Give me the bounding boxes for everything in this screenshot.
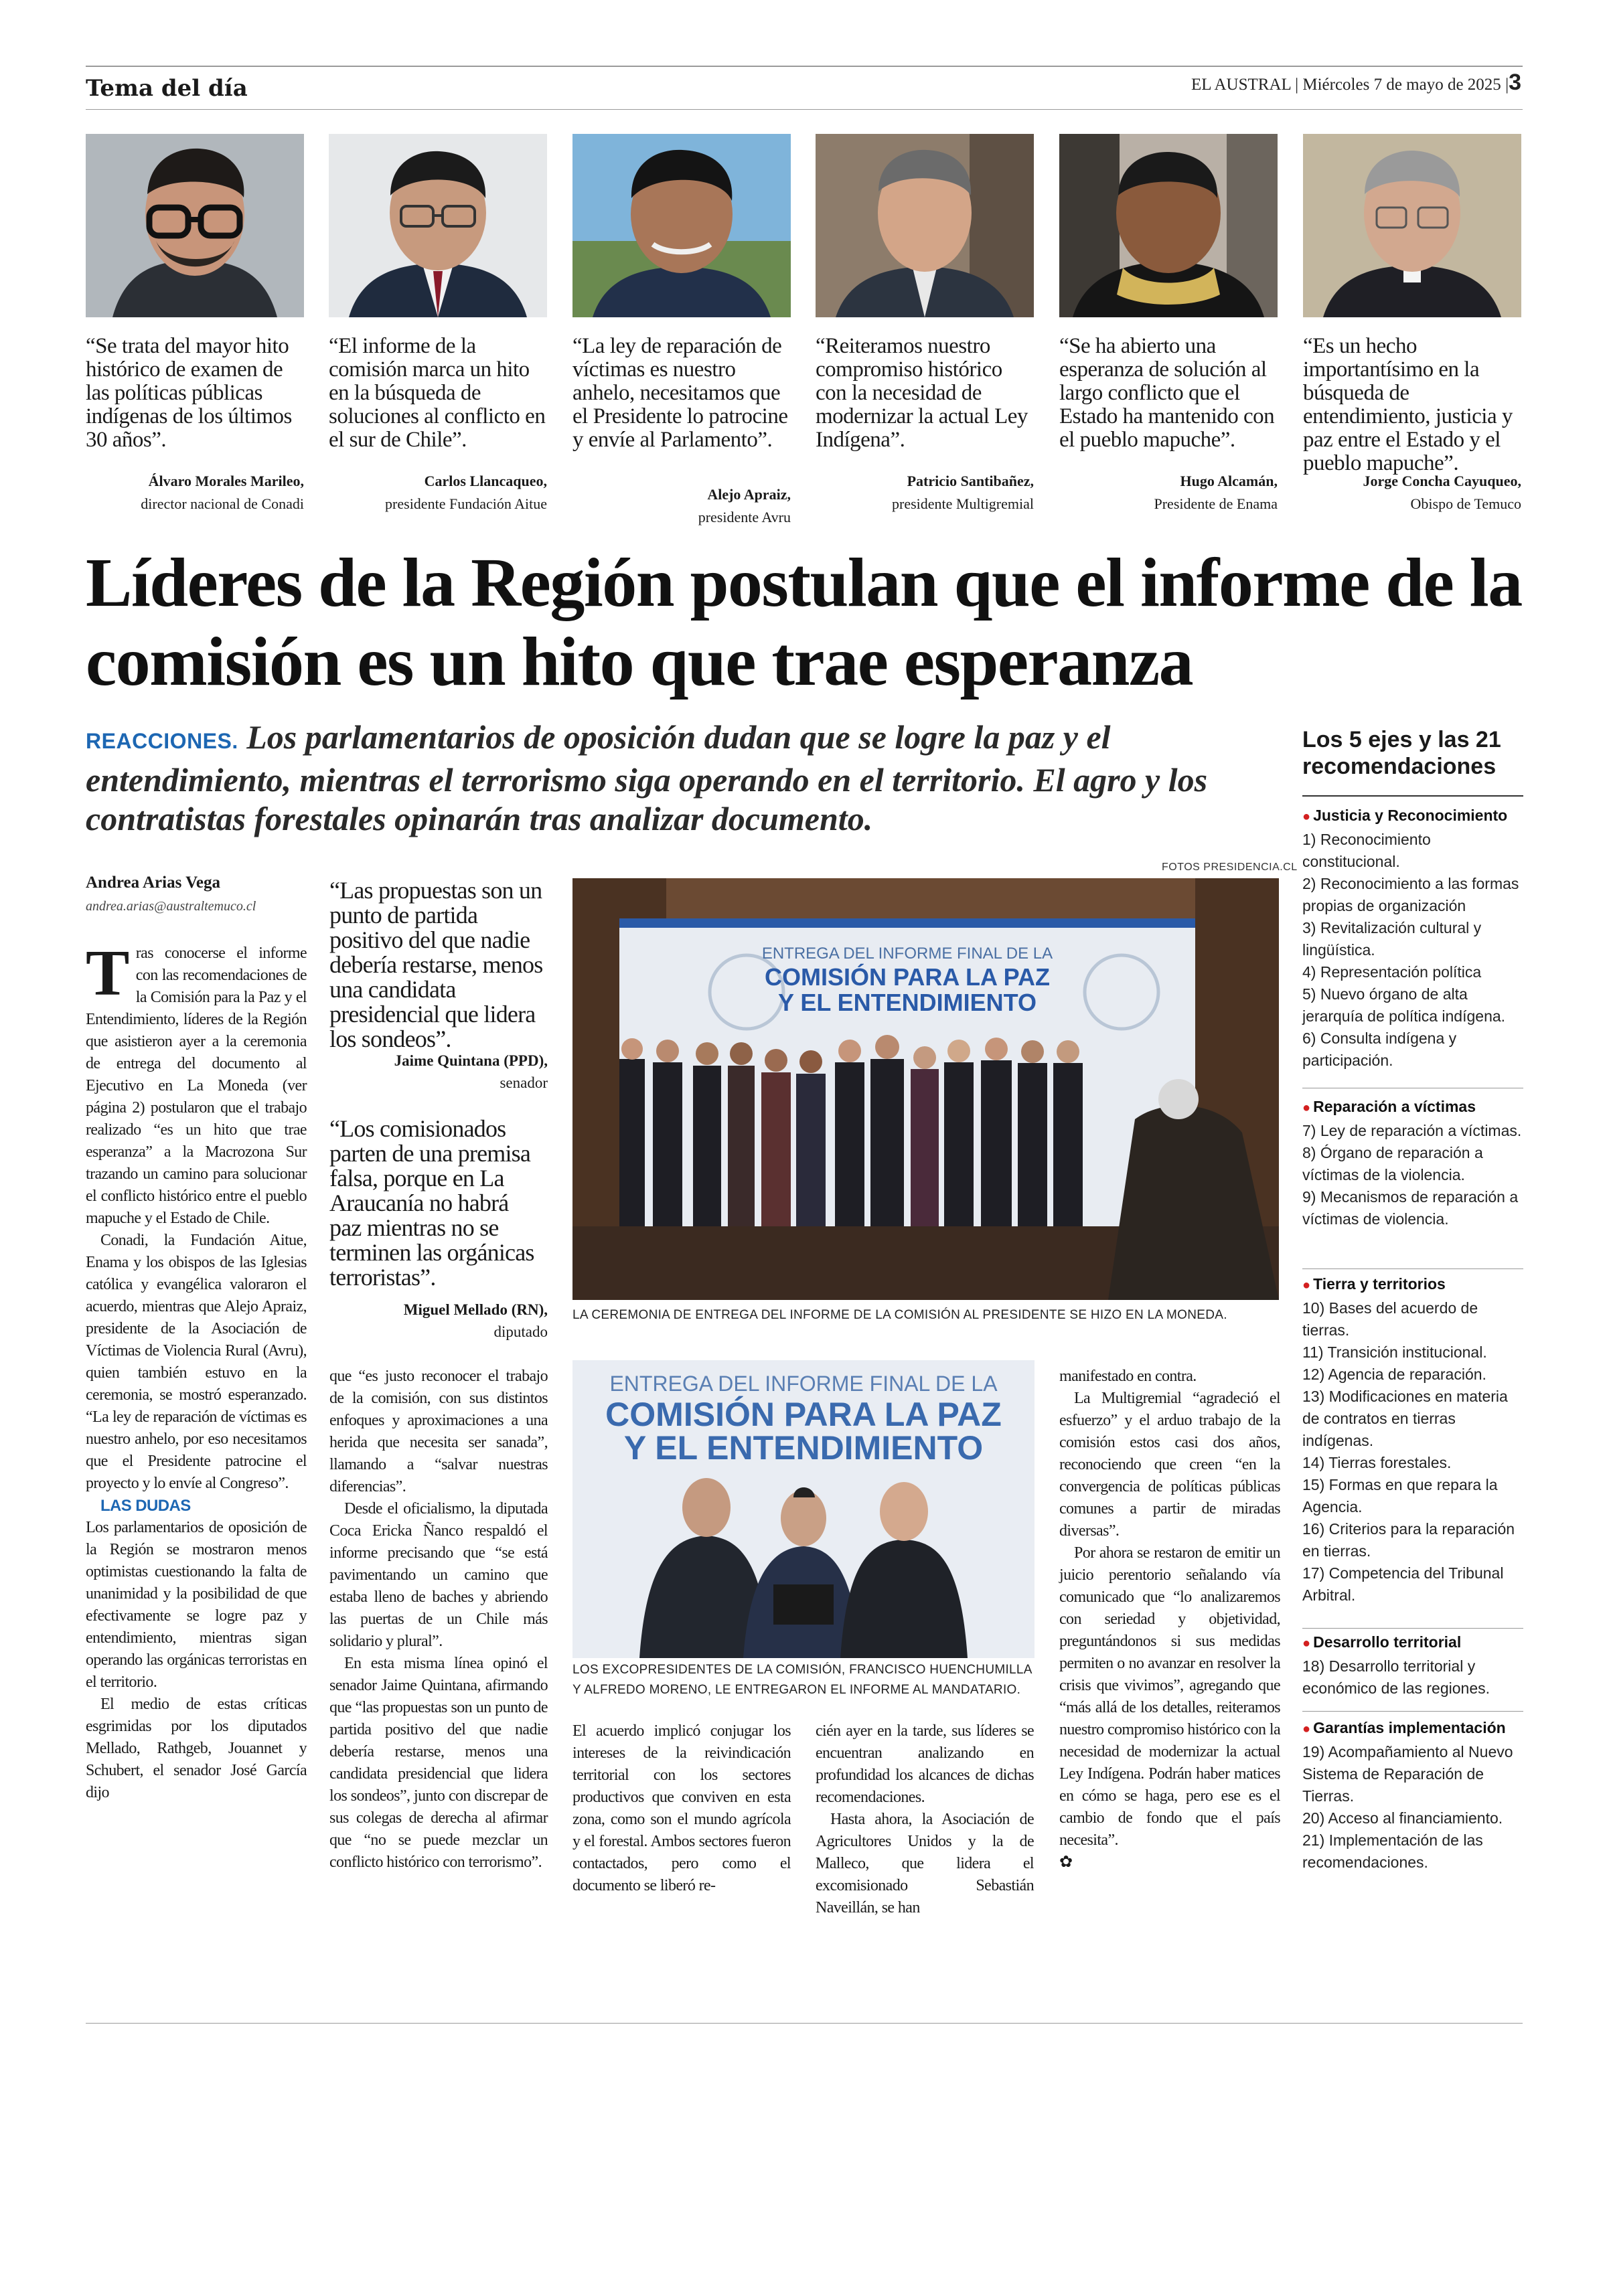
sidebar-title: Los 5 ejes y las 21 recomendaciones bbox=[1302, 727, 1501, 779]
pull-quote-attribution: Jaime Quintana (PPD), senador bbox=[394, 1052, 548, 1091]
main-photo bbox=[572, 878, 1279, 1300]
quote-attribution: Hugo Alcamán, Presidente de Enama bbox=[1154, 473, 1278, 512]
svg-text:ENTREGA DEL INFORME FINAL DE L: ENTREGA DEL INFORME FINAL DE LA bbox=[761, 945, 1053, 963]
article-column-2: que “es justo reconocer el trabajo de la comisión, con sus distintos enfoques y aproximaciones a una herida que necesita ser sanada”, llamando a “salvar nuestras diferencias”. Desde el oficialismo, la diputada Coca Ericka Ñanco respaldó el informe precisando que “se está pavimentando un camino que estaba lleno de baches y abriendo las puertas de un Chile más solidario y plural”. En esta misma línea opinó el senador Jaime Quintana, afirmando que “las propuestas son un punto de partida positivo del que nadie debería restarse, menos una candidata presidencial que lidera los sondeos”, junto con discrepar de sus colegas de derecha al afirmar que “no se puede mezclar un conflicto histórico con terrorismo”. bbox=[329, 1368, 548, 1871]
pull-quote-attribution: Miguel Mellado (RN), diputado bbox=[403, 1301, 548, 1340]
sidebar-category: ● Justicia y Reconocimiento bbox=[1302, 807, 1508, 824]
sidebar-list: 19) Acompañamiento al Nuevo Sistema de Reparación de Tierras. 20) Acceso al financiamiento. 21) Implementación de las recomendaciones. bbox=[1302, 1743, 1513, 1871]
top-rule bbox=[86, 66, 1523, 67]
deck-text: Los parlamentarios de oposición dudan que se logre la paz y el entendimiento, mientras el terrorismo siga operando en el territorio. El agro y los contratistas forestales opinarán tras analizar documento. bbox=[86, 718, 1208, 837]
svg-text:ENTREGA DEL INFORME FINAL DE L: ENTREGA DEL INFORME FINAL DE LA bbox=[609, 1372, 998, 1396]
subhead-dudas: LAS DUDAS bbox=[100, 1497, 191, 1515]
sidebar-list: 18) Desarrollo territorial y económico de las regiones. bbox=[1302, 1657, 1490, 1697]
second-photo-caption: LOS EXCOPRESIDENTES DE LA COMISIÓN, FRANCISCO HUENCHUMILLA Y ALFREDO MORENO, LE ENTREGARON EL INFORME AL MANDATARIO. bbox=[572, 1663, 1032, 1697]
deck bbox=[86, 718, 1237, 838]
bullet-icon: ● bbox=[1302, 1722, 1311, 1736]
quote-attribution: Patricio Santibañez, presidente Multigremial bbox=[892, 473, 1034, 512]
sidebar-category: ● Garantías implementación bbox=[1302, 1719, 1506, 1736]
portrait-morales bbox=[86, 134, 304, 317]
folio: EL AUSTRAL | Miércoles 7 de mayo de 2025 |3 bbox=[1191, 70, 1521, 95]
quote-text: “Se trata del mayor hito histórico de examen de las políticas públicas indígenas de los últimos 30 años”. bbox=[86, 334, 292, 452]
header-underline bbox=[86, 109, 1523, 110]
article-column-5: manifestado en contra. La Multigremial “agradeció el esfuerzo” y el arduo trabajo de la comisión estos casi dos años, reconociendo que creen “en la convergencia de políticas públicas comunes a partir de miradas diversas”. Por ahora se restaron de emitir un juicio perentorio señalando vía comunicado que “lo analizaremos con seriedad y objetividad, preguntándonos si sus medidas permiten o no avanzar en resolver la crisis que vivimos”, agregando que “más allá de los detalles, reiteramos nuestro compromiso histórico con la necesidad de modernizar la actual Ley Indígena. Podrán haber matices en cómo se haga, pero ese es el cambio de fondo que el país necesita”. ✿ bbox=[1059, 1368, 1280, 1871]
portrait-llancaqueo bbox=[329, 134, 547, 317]
bottom-rule bbox=[86, 2023, 1523, 2024]
second-photo bbox=[572, 1360, 1035, 1658]
photo-credit: FOTOS PRESIDENCIA.CL bbox=[1162, 862, 1298, 873]
bullet-icon: ● bbox=[1302, 1636, 1311, 1651]
bullet-icon: ● bbox=[1302, 809, 1311, 824]
quote-text: “Reiteramos nuestro compromiso histórico con la necesidad de modernizar la actual Ley Indígena”. bbox=[816, 334, 1028, 452]
sidebar-list: 1) Reconocimiento constitucional. 2) Reconocimiento a las formas propias de organización 3) Revitalización cultural y lingüística. 4) Representación política 5) Nuevo órgano de alta jerarquía de política indígena. 6) Consulta indígena y participación. bbox=[1302, 831, 1519, 1069]
quote-text: “El informe de la comisión marca un hito en la búsqueda de soluciones al conflicto en el sur de Chile”. bbox=[329, 334, 546, 452]
quote-attribution: Alejo Apraiz, presidente Avru bbox=[698, 486, 791, 525]
headline: Líderes de la Región postulan que el informe de la comisión es un hito que trae esperanza bbox=[86, 544, 1522, 700]
newspaper-name: EL AUSTRAL bbox=[1191, 76, 1291, 94]
quote-text: “Se ha abierto una esperanza de solución al largo conflicto que el Estado ha mantenido con el pueblo mapuche”. bbox=[1059, 334, 1275, 452]
page-number: 3 bbox=[1509, 70, 1521, 95]
sidebar-divider bbox=[1302, 1268, 1523, 1269]
sidebar-list: 10) Bases del acuerdo de tierras. 11) Transición institucional. 12) Agencia de reparación. 13) Modificaciones en materia de contratos en tierras indígenas. 14) Tierras forestales. 15) Formas en que repara la Agencia. 16) Criterios para la reparación en tierras. 17) Competencia del Tribunal Arbitral. bbox=[1302, 1299, 1515, 1604]
svg-text:Y EL ENTENDIMIENTO: Y EL ENTENDIMIENTO bbox=[623, 1429, 984, 1467]
sidebar-divider bbox=[1302, 1628, 1523, 1629]
quote-text: “Es un hecho importantísimo en la búsqueda de entendimiento, justicia y paz entre el Estado y el pueblo mapuche”. bbox=[1303, 334, 1513, 475]
article-column-3: El acuerdo implicó conjugar los intereses de la reivindicación territorial con los sectores productivos que conviven en esta zona, como son el mundo agrícola y el forestal. Ambos sectores fueron contactados, pero como el documento se liberó re- bbox=[572, 1722, 791, 1894]
sidebar-category: ● Tierra y territorios bbox=[1302, 1275, 1446, 1293]
sidebar-category: ● Desarrollo territorial bbox=[1302, 1633, 1462, 1651]
sidebar-divider bbox=[1302, 1711, 1523, 1712]
end-mark-icon: ✿ bbox=[1059, 1854, 1073, 1871]
quote-text: “La ley de reparación de víctimas es nuestro anhelo, necesitamos que el Presidente lo patrocine y envíe al Parlamento”. bbox=[572, 334, 788, 452]
portrait-alcaman bbox=[1059, 134, 1278, 317]
issue-date: Miércoles 7 de mayo de 2025 bbox=[1302, 76, 1501, 94]
article-column-1: Tras conocerse el informe con las recomendaciones de la Comisión para la Paz y el Entendimiento, líderes de la Región que asistieron ayer a la ceremonia de entrega del documento al Ejecutivo en La Moneda (ver página 2) postularon que el trabajo realizado “es un hito que trae esperanza” a la Macrozona Sur trazando un camino para solucionar el conflicto histórico entre el pueblo mapuche y el Estado de Chile. Conadi, la Fundación Aitue, Enama y los obispos de las Iglesias católica y evangélica valoraron el acuerdo, mientras que Alejo Apraiz, presidente de la Asociación de Víctimas de Violencia Rural (Avru), quien también estuvo en la ceremonia, se mostró esperanzado. “La ley de reparación de víctimas es nuestro anhelo, por eso necesitamos que el Presidente patrocine el proyecto y lo envíe al Congreso”. LAS DUDAS Los parlamentarios de oposición de la Región se mostraron menos optimistas cuestionando la falta de unanimidad y la posibilidad de que efectivamente se logre paz y entendimiento, mientras sigan operando las orgánicas terroristas en el territorio. El medio de estas críticas esgrimidas por los diputados Mellado, Rathgeb, Jouannet y Schubert, el senador José García dijo bbox=[86, 937, 307, 1801]
dropcap: T bbox=[86, 937, 129, 1009]
portrait-santibanez bbox=[816, 134, 1034, 317]
sidebar-category: ● Reparación a víctimas bbox=[1302, 1098, 1476, 1115]
byline-email[interactable]: andrea.arias@australtemuco.cl bbox=[86, 899, 256, 914]
quote-attribution: Carlos Llancaqueo, presidente Fundación Aitue bbox=[385, 473, 547, 512]
bullet-icon: ● bbox=[1302, 1100, 1311, 1115]
pull-quote: “Las propuestas son un punto de partida positivo del que nadie debería restarse, menos una candidata presidencial que lidera los sondeos”. bbox=[329, 877, 543, 1052]
deck-kicker: REACCIONES. bbox=[86, 729, 238, 753]
quote-attribution: Álvaro Morales Marileo, director nacional de Conadi bbox=[141, 473, 304, 512]
svg-text:Y EL ENTENDIMIENTO: Y EL ENTENDIMIENTO bbox=[777, 989, 1037, 1016]
main-photo-caption: LA CEREMONIA DE ENTREGA DEL INFORME DE LA COMISIÓN AL PRESIDENTE SE HIZO EN LA MONEDA. bbox=[572, 1308, 1227, 1322]
portrait-apraiz bbox=[572, 134, 791, 317]
byline-author: Andrea Arias Vega bbox=[86, 874, 220, 892]
svg-text:COMISIÓN PARA LA PAZ: COMISIÓN PARA LA PAZ bbox=[605, 1396, 1002, 1433]
section-label: Tema del día bbox=[86, 75, 248, 102]
bullet-icon: ● bbox=[1302, 1278, 1311, 1293]
article-column-4: cién ayer en la tarde, sus líderes se encuentran analizando en profundidad los alcances de dichas recomendaciones. Hasta ahora, la Asociación de Agricultores Unidos y la de Malleco, que lidera el excomisionado Sebastián Naveillán, se han bbox=[816, 1722, 1034, 1916]
pull-quote: “Los comisionados parten de una premisa falsa, porque en La Araucanía no habrá paz mientras no se terminen las orgánicas terroristas”. bbox=[329, 1115, 534, 1291]
svg-text:COMISIÓN PARA LA PAZ: COMISIÓN PARA LA PAZ bbox=[765, 963, 1050, 991]
portrait-concha bbox=[1303, 134, 1521, 317]
sidebar-rule bbox=[1302, 795, 1523, 797]
sidebar-list: 7) Ley de reparación a víctimas. 8) Órgano de reparación a víctimas de la violencia. 9) Mecanismos de reparación a víctimas de violencia. bbox=[1302, 1122, 1522, 1228]
quote-attribution: Jorge Concha Cayuqueo, Obispo de Temuco bbox=[1363, 473, 1521, 512]
